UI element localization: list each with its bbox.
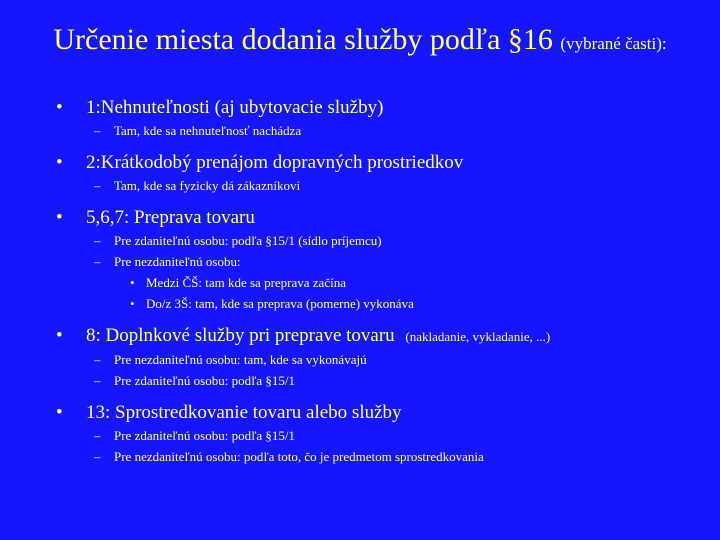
dash-marker: – (94, 352, 101, 367)
dash-marker: – (94, 428, 101, 443)
dash-marker: – (94, 373, 101, 388)
sub-item (94, 425, 720, 446)
sub-item-text: Pre zdaniteľnú osobu: podľa §15/1 (114, 373, 295, 388)
bullet-item-text: 5,6,7: Preprava tovaru (86, 207, 255, 228)
bullet-item-1 (56, 96, 720, 120)
sub-item (94, 230, 720, 251)
bullet-item-text: 2:Krátkodobý prenájom dopravných prostriedkov (86, 152, 464, 173)
sub-item-text: Pre zdaniteľnú osobu: podľa §15/1 (sídlo príjemcu) (114, 233, 382, 248)
bullet-item-3 (56, 206, 720, 230)
bullet-marker: • (56, 207, 63, 228)
sub-item-text: Pre nezdaniteľnú osobu: (114, 254, 241, 269)
bullet-marker: • (56, 325, 63, 346)
dash-marker: – (94, 449, 101, 464)
sub-item-text: Pre nezdaniteľnú osobu: podľa toto, čo je predmetom sprostredkovania (114, 449, 484, 464)
sub-sub-item (130, 293, 720, 314)
sub-item-text: Pre nezdaniteľnú osobu: tam, kde sa vykonávajú (114, 352, 367, 367)
sub-item (94, 349, 720, 370)
bullet-marker: • (130, 296, 135, 311)
slide-title-main: Určenie miesta dodania služby podľa §16 (53, 23, 553, 56)
bullet-marker: • (56, 402, 63, 423)
bullet-marker: • (56, 152, 63, 173)
dash-marker: – (94, 254, 101, 269)
bullet-item-text: 13: Sprostredkovanie tovaru alebo služby (86, 402, 402, 423)
sub-sub-item-text: Do/z 3Š: tam, kde sa preprava (pomerne) vykonáva (146, 296, 414, 311)
sub-item (94, 251, 720, 272)
slide-content (0, 86, 720, 467)
dash-marker: – (94, 178, 101, 193)
sub-item (94, 175, 720, 196)
sub-item-text: Tam, kde sa fyzicky dá zákazníkovi (114, 178, 301, 193)
sub-item (94, 446, 720, 467)
slide-title-aside: (vybrané časti): (560, 34, 667, 53)
sub-item (94, 120, 720, 141)
dash-marker: – (94, 233, 101, 248)
bullet-marker: • (130, 275, 135, 290)
bullet-item-2 (56, 151, 720, 175)
bullet-item-text: 8: Doplnkové služby pri preprave tovaru (86, 325, 395, 346)
bullet-item-5 (56, 401, 720, 425)
bullet-item-4 (56, 324, 720, 349)
sub-sub-item-text: Medzi ČŠ: tam kde sa preprava začína (146, 275, 346, 290)
bullet-item-text: 1:Nehnuteľnosti (aj ubytovacie služby) (86, 97, 384, 118)
bullet-item-aside: (nakladanie, vykladanie, ...) (405, 329, 551, 344)
sub-item-text: Tam, kde sa nehnuteľnosť nachádza (114, 123, 302, 138)
sub-item-text: Pre zdaniteľnú osobu: podľa §15/1 (114, 428, 295, 443)
dash-marker: – (94, 123, 101, 138)
slide-title (0, 22, 720, 62)
bullet-marker: • (56, 97, 63, 118)
sub-item (94, 370, 720, 391)
sub-sub-item (130, 272, 720, 293)
